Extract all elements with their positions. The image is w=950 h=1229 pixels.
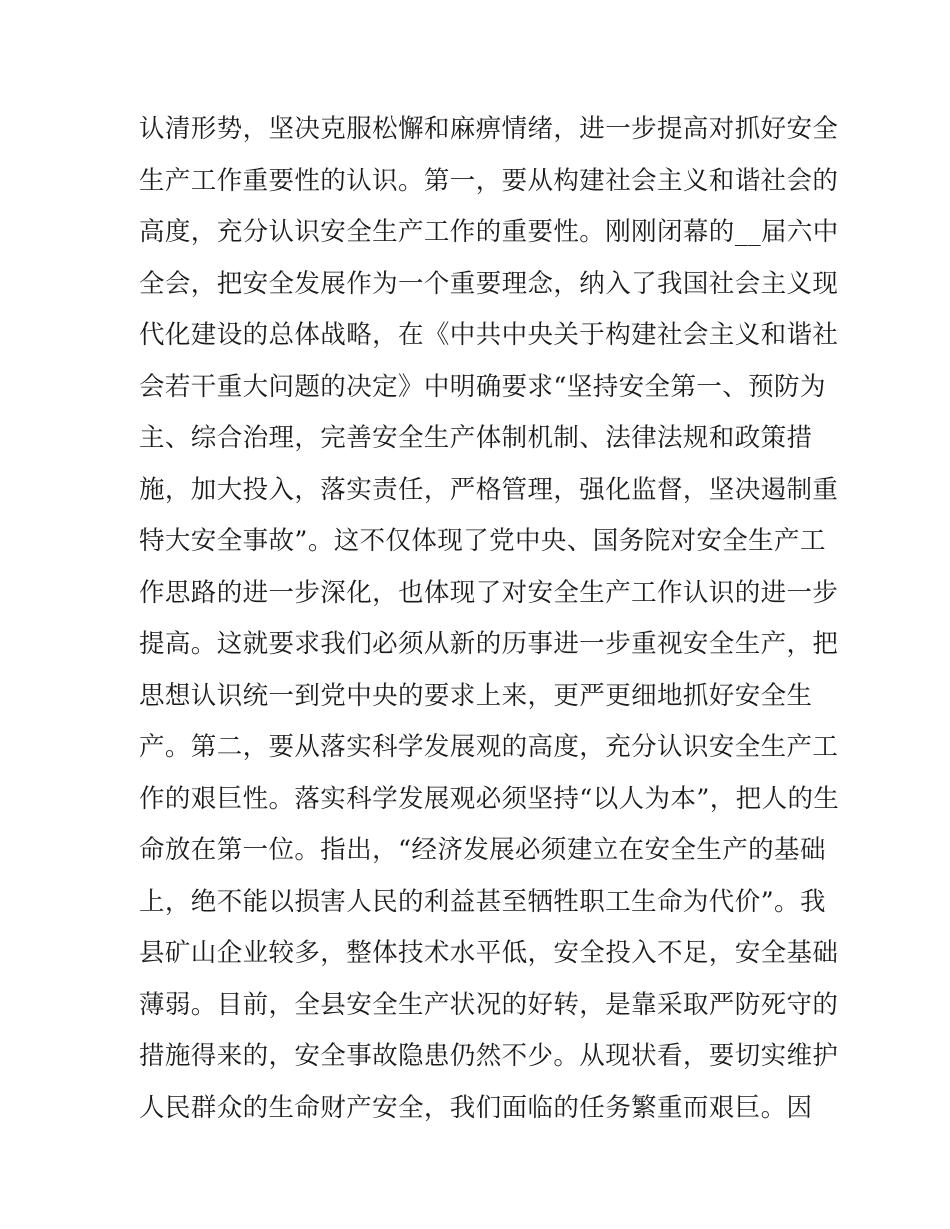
text-line: 思想认识统一到党中央的要求上来，更严更细地抓好安全生 xyxy=(139,680,813,711)
body-text xyxy=(139,104,839,1134)
text-line: 提高。这就要求我们必须从新的历事进一步重视安全生产，把 xyxy=(139,629,839,659)
text-line: 作思路的进一步深化，也体现了对安全生产工作认识的进一步 xyxy=(139,577,839,608)
text-line: 代化建设的总体战略，在《中共中央关于构建社会主义和谐社 xyxy=(139,320,839,350)
text-line: 县矿山企业较多，整体技术水平低，安全投入不足，安全基础 xyxy=(139,938,839,968)
text-line: 生产工作重要性的认识。第一，要从构建社会主义和谐社会的 xyxy=(139,165,839,196)
text-line: 会若干重大问题的决定》中明确要求“坚持安全第一、预防为 xyxy=(139,371,826,402)
text-line: 薄弱。目前，全县安全生产状况的好转，是靠采取严防死守的 xyxy=(139,989,839,1020)
text-line: 施，加大投入，落实责任，严格管理，强化监督，坚决遏制重 xyxy=(139,474,839,505)
text-line: 产。第二，要从落实科学发展观的高度，充分认识安全生产工 xyxy=(139,732,839,762)
text-line: 作的艰巨性。落实科学发展观必须坚持“以人为本”，把人的生 xyxy=(139,783,840,814)
text-line: 上，绝不能以损害人民的利益甚至牺牲职工生命为代价”。我 xyxy=(139,886,826,917)
text-line: 认清形势，坚决克服松懈和麻痹情绪，进一步提高对抓好安全 xyxy=(139,114,839,144)
text-line: 人民群众的生命财产安全，我们面临的任务繁重而艰巨。因 xyxy=(139,1092,813,1123)
text-line: 措施得来的，安全事故隐患仍然不少。从现状看，要切实维护 xyxy=(139,1041,839,1071)
text-line: 命放在第一位。指出，“经济发展必须建立在安全生产的基础 xyxy=(139,835,826,865)
text-line: 全会，把安全发展作为一个重要理念，纳入了我国社会主义现 xyxy=(139,268,839,299)
text-line: 高度，充分认识安全生产工作的重要性。刚刚闭幕的__届六中 xyxy=(139,217,839,247)
text-line: 特大安全事故”。这不仅体现了党中央、国务院对安全生产工 xyxy=(139,526,826,556)
text-line: 主、综合治理，完善安全生产体制机制、法律法规和政策措 xyxy=(139,423,813,453)
